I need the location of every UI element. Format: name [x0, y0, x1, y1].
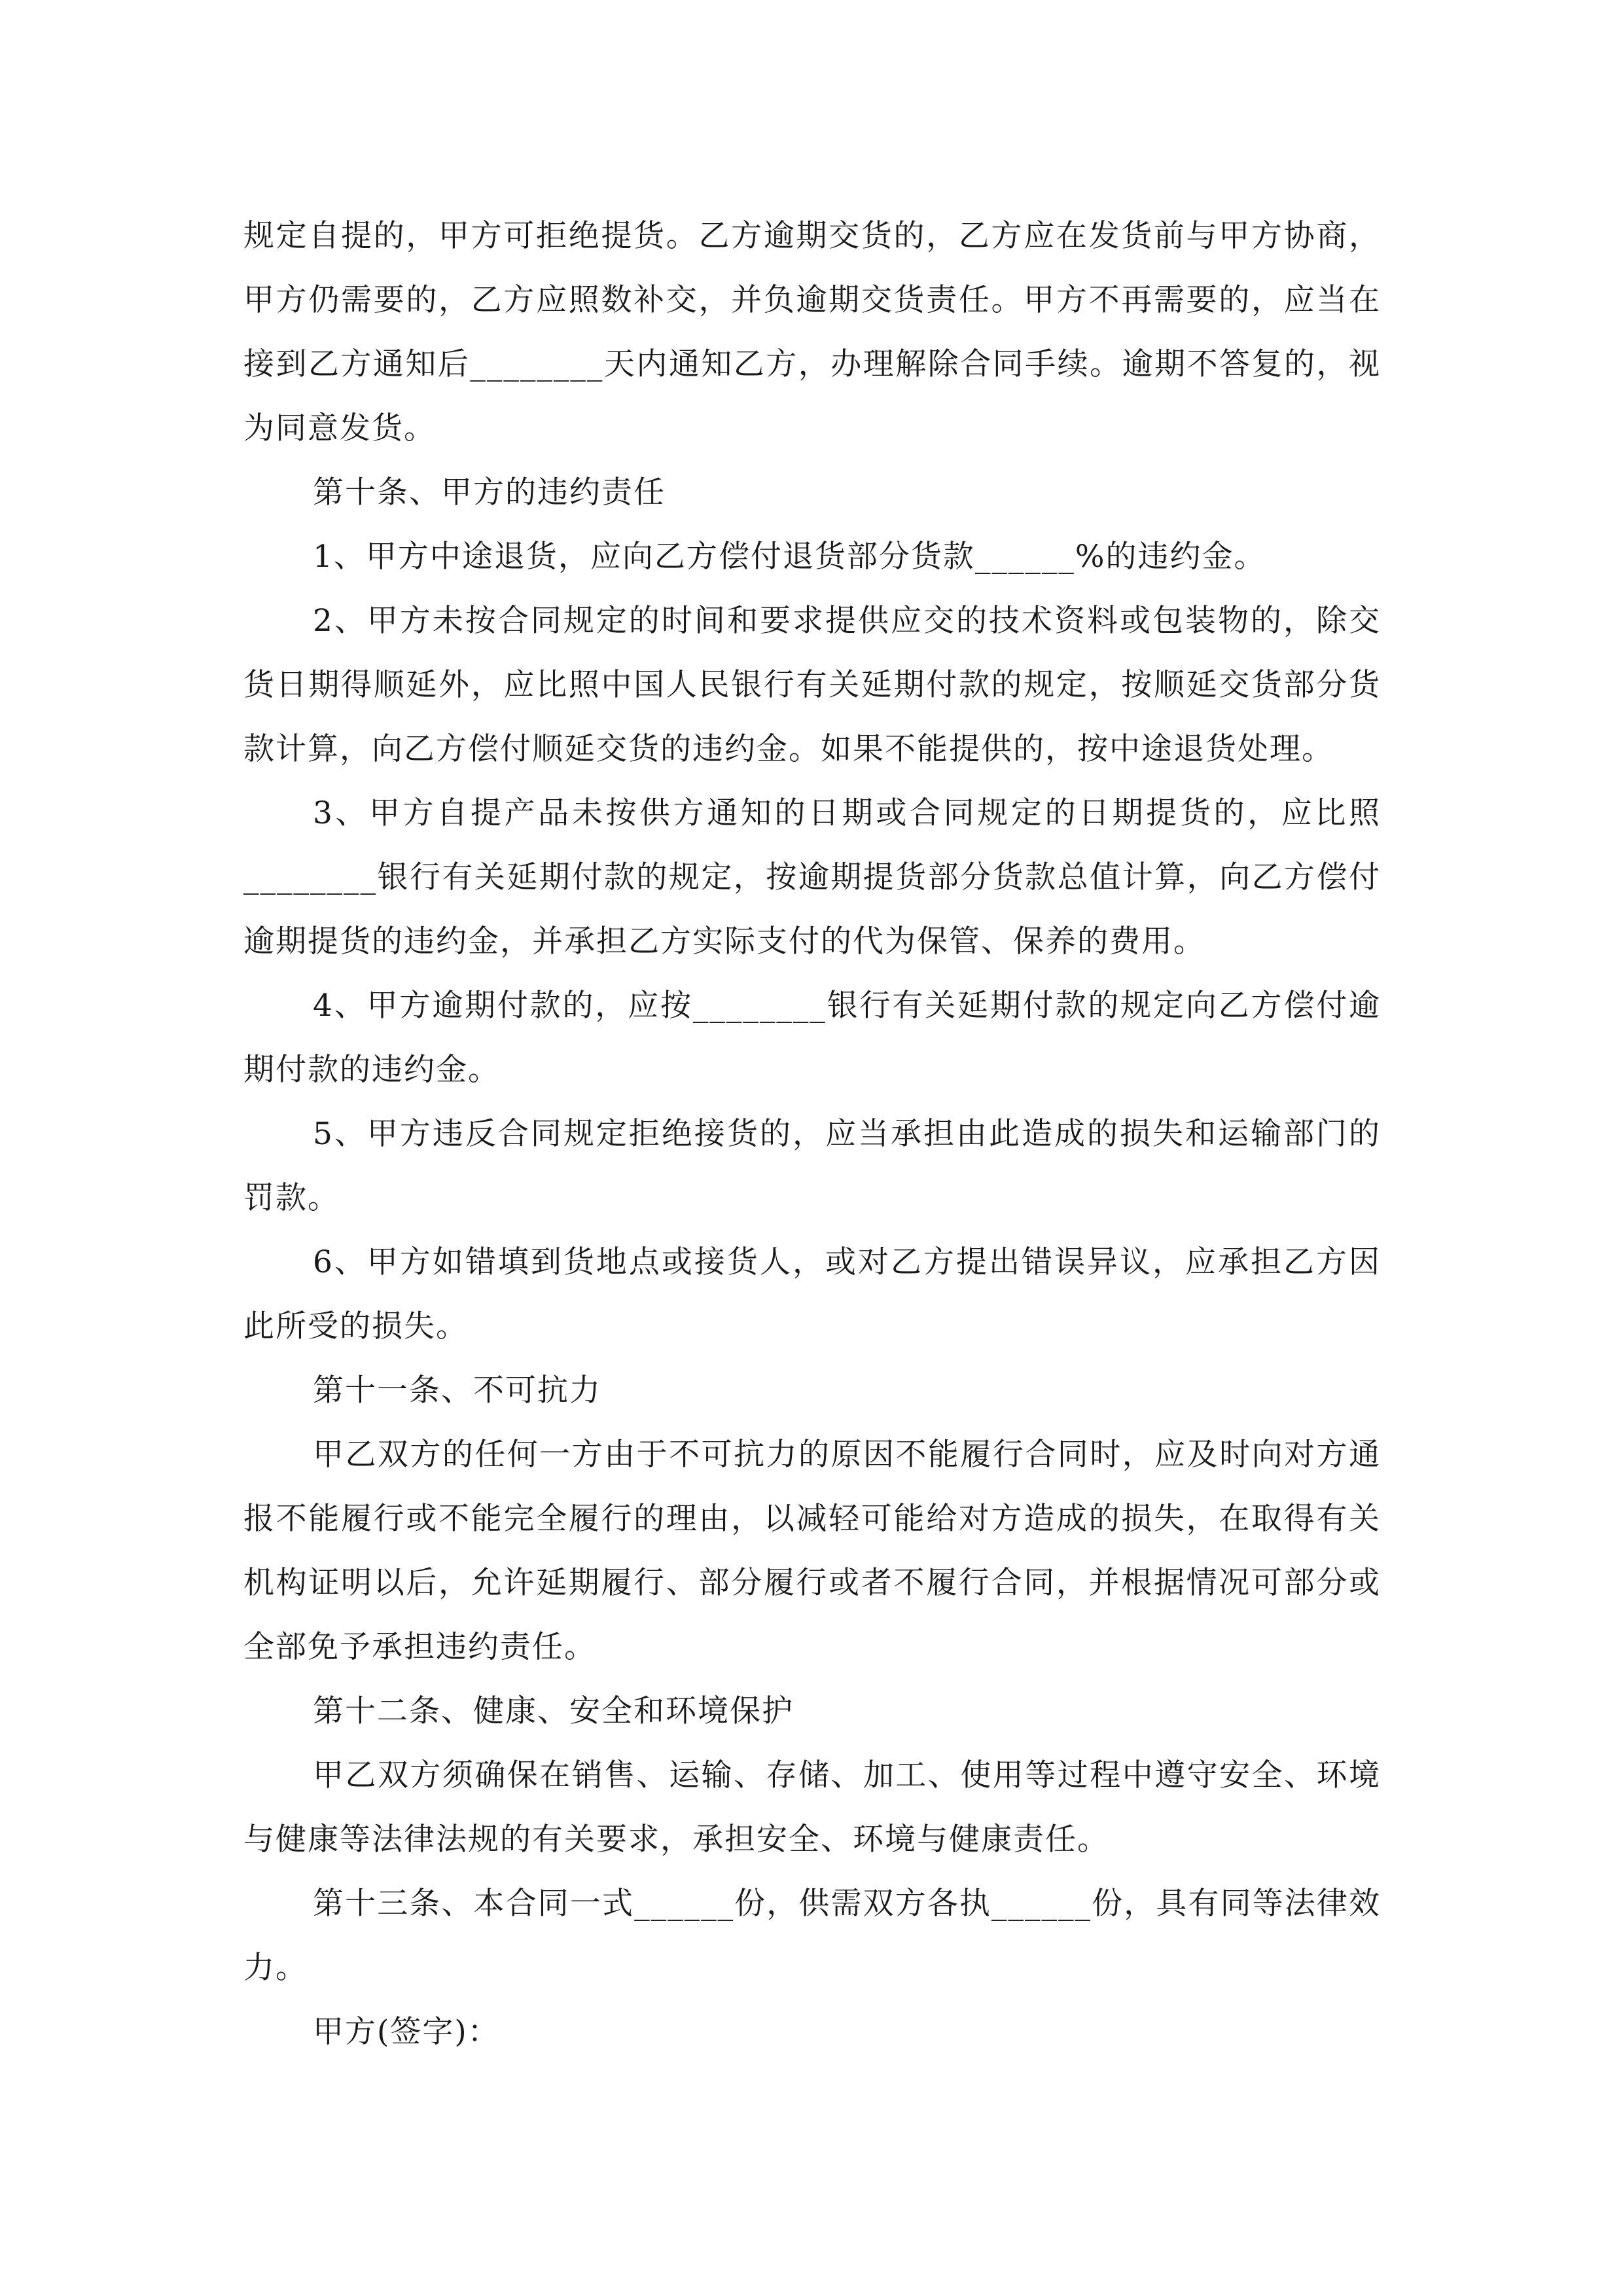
- paragraph-health-safety: 甲乙双方须确保在销售、运输、存储、加工、使用等过程中遵守安全、环境与健康等法律法规的有关要求，承担安全、环境与健康责任。: [243, 1757, 1381, 1857]
- clause-10-2: 2、甲方未按合同规定的时间和要求提供应交的技术资料或包装物的，除交货日期得顺延外，应比照中国人民银行有关延期付款的规定，按顺延交货部分货款计算，向乙方偿付顺延交货的违约金。如果不能提供的，按中途退货处理。: [243, 603, 1381, 767]
- document-body: [243, 204, 1381, 2064]
- heading-article-10: 第十条、甲方的违约责任: [313, 475, 666, 511]
- clause-10-3: 3、甲方自提产品未按供方通知的日期或合同规定的日期提货的，应比照________银行有关延期付款的规定，按逾期提货部分货款总值计算，向乙方偿付逾期提货的违约金，并承担乙方实际支付的代为保管、保养的费用。: [243, 795, 1381, 960]
- clause-10-4: 4、甲方逾期付款的，应按________银行有关延期付款的规定向乙方偿付逾期付款的违约金。: [243, 988, 1381, 1088]
- heading-article-11: 第十一条、不可抗力: [313, 1372, 601, 1408]
- paragraph-force-majeure: 甲乙双方的任何一方由于不可抗力的原因不能履行合同时，应及时向对方通报不能履行或不能完全履行的理由，以减轻可能给对方造成的损失，在取得有关机构证明以后，允许延期履行、部分履行或者不履行合同，并根据情况可部分或全部免予承担违约责任。: [243, 1437, 1381, 1665]
- signature-party-a: 甲方(签字)：: [313, 2014, 500, 2050]
- heading-article-12: 第十二条、健康、安全和环境保护: [313, 1693, 794, 1729]
- clause-10-5: 5、甲方违反合同规定拒绝接货的，应当承担由此造成的损失和运输部门的罚款。: [243, 1116, 1381, 1216]
- paragraph-continued-delivery: 规定自提的，甲方可拒绝提货。乙方逾期交货的，乙方应在发货前与甲方协商，甲方仍需要的，乙方应照数补交，并负逾期交货责任。甲方不再需要的，应当在接到乙方通知后________天内通知乙方，办理解除合同手续。逾期不答复的，视为同意发货。: [243, 218, 1381, 446]
- clause-10-6: 6、甲方如错填到货地点或接货人，或对乙方提出错误异议，应承担乙方因此所受的损失。: [243, 1244, 1381, 1344]
- paragraph-article-13-copies: 第十三条、本合同一式______份，供需双方各执______份，具有同等法律效力。: [243, 1886, 1381, 1986]
- clause-10-1: 1、甲方中途退货，应向乙方偿付退货部分货款______%的违约金。: [313, 539, 1266, 575]
